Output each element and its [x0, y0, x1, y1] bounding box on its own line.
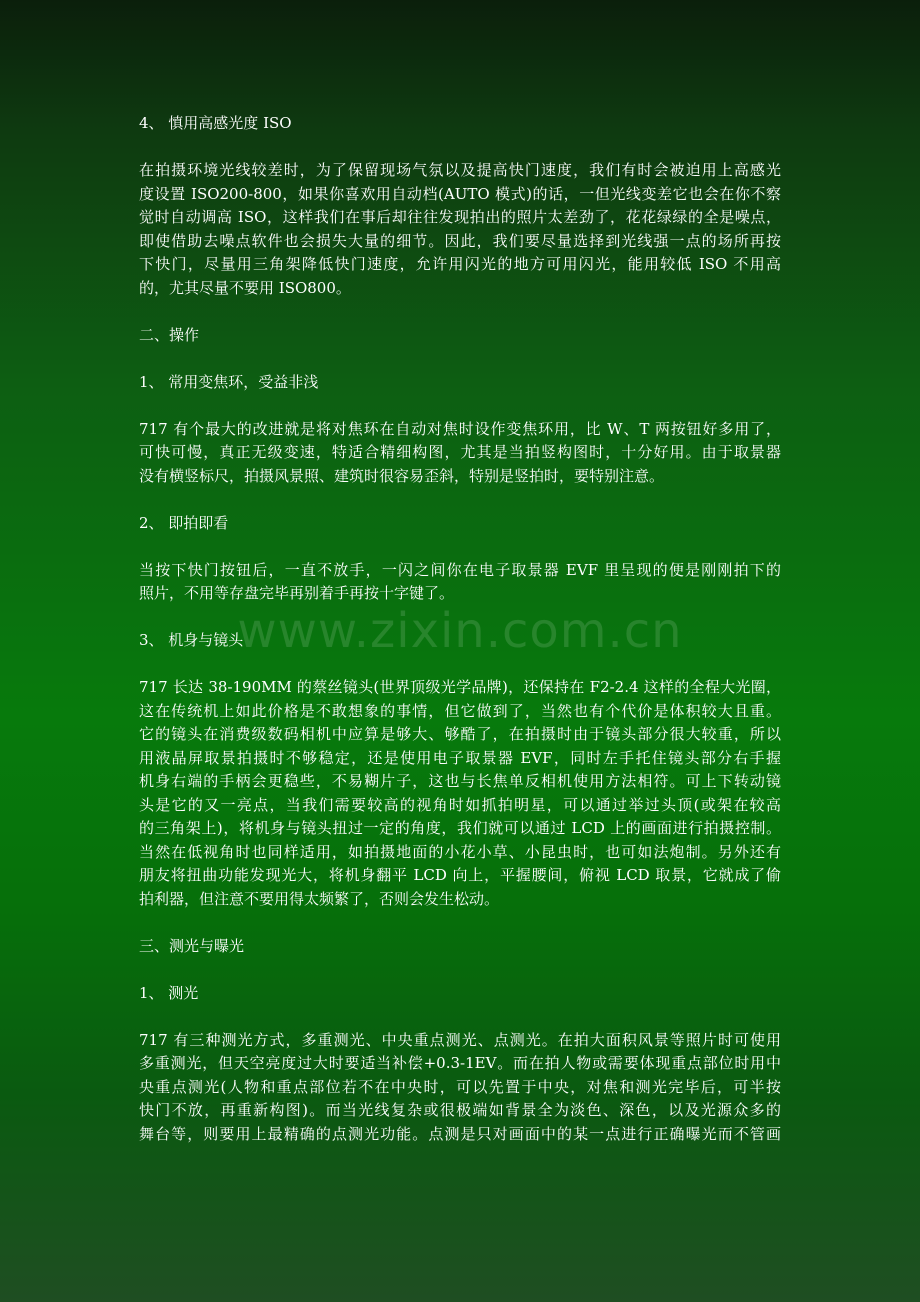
paragraph-line: 快门不放，再重新构图)。而当光线复杂或很极端如背景全为淡色、深色，以及光源众多的 [139, 1101, 781, 1119]
paragraph-line: 717 长达 38-190MM 的蔡丝镜头(世界顶级光学品牌)，还保持在 F2-2.4 这样的全程大光圈， [139, 678, 781, 696]
paragraph-line: 舞台等，则要用上最精确的点测光功能。点测是只对画面中的某一点进行正确曝光而不管画 [139, 1124, 781, 1143]
paragraph-line: 朋友将扭曲功能发现光大，将机身翻平 LCD 向上，平握腰间，俯视 LCD 取景，它就成了偷 [139, 866, 781, 884]
paragraph-zoom-ring [139, 418, 781, 489]
part-heading-metering-exposure: 三、测光与曝光 [139, 936, 245, 955]
paragraph-line: 照片，不用等存盘完毕再别着手再按十字键了。 [139, 584, 455, 602]
paragraph-line: 度设置 ISO200-800，如果你喜欢用自动档(AUTO 模式)的话，一但光线变差它也会在你不察 [139, 184, 781, 203]
paragraph-line: 拍利器，但注意不要用得太频繁了，否则会发生松动。 [139, 889, 500, 908]
section-heading-body-lens: 3、 机身与镜头 [139, 631, 244, 649]
section-heading-metering: 1、 测光 [139, 983, 199, 1002]
paragraph-metering [139, 1029, 781, 1147]
paragraph-line: 机身右端的手柄会更稳些，不易糊片子，这也与长焦单反相机使用方法相符。可上下转动镜 [139, 772, 781, 790]
paragraph-line: 下快门，尽量用三角架降低快门速度，允许用闪光的地方可用闪光，能用较低 ISO 不用高 [139, 255, 781, 273]
paragraph-line: 即使借助去噪点软件也会损失大量的细节。因此，我们要尽量选择到光线强一点的场所再按 [139, 231, 781, 250]
paragraph-line: 当然在低视角时也同样适用，如拍摄地面的小花小草、小昆虫时，也可如法炮制。另外还有 [139, 842, 781, 861]
section-heading-iso: 4、 慎用高感光度 ISO [139, 114, 292, 132]
paragraph-line: 可快可慢，真正无级变速，特适合精细构图，尤其是当拍竖构图时，十分好用。由于取景器 [139, 443, 781, 461]
paragraph-line: 这在传统机上如此价格是不敢想象的事情，但它做到了，当然也有个代价是体积较大且重。 [139, 701, 781, 720]
paragraph-line: 央重点测光(人物和重点部位若不在中央时，可以先置于中央，对焦和测光完毕后，可半按 [139, 1077, 781, 1096]
paragraph-line: 在拍摄环境光线较差时，为了保留现场气氛以及提高快门速度，我们有时会被迫用上高感光 [139, 161, 781, 179]
part-heading-operation: 二、操作 [139, 325, 200, 344]
paragraph-line: 多重测光，但天空亮度过大时要适当补偿+0.3-1EV。而在拍人物或需要体现重点部位时用中 [139, 1054, 781, 1072]
paragraph-line: 用液晶屏取景拍摄时不够稳定，还是使用电子取景器 EVF，同时左手托住镜头部分右手握 [139, 748, 781, 767]
section-heading-zoom-ring: 1、 常用变焦环，受益非浅 [139, 372, 319, 391]
paragraph-line: 717 有三种测光方式，多重测光、中央重点测光、点测光。在拍大面积风景等照片时可使用 [139, 1030, 781, 1049]
section-heading-instant-review: 2、 即拍即看 [139, 513, 229, 532]
watermark-text: www.zixin.com.cn [237, 603, 683, 659]
paragraph-line: 没有横竖标尺，拍摄风景照、建筑时很容易歪斜，特别是竖拍时，要特别注意。 [139, 466, 665, 485]
paragraph-body-lens [139, 676, 781, 911]
paragraph-line: 头是它的又一亮点，当我们需要较高的视角时如抓拍明星，可以通过举过头顶(或架在较高 [139, 795, 781, 814]
document-body [139, 112, 781, 1146]
paragraph-instant-review [139, 559, 781, 606]
paragraph-iso [139, 159, 781, 300]
paragraph-line: 觉时自动调高 ISO，这样我们在事后却往往发现拍出的照片太差劲了，花花绿绿的全是噪点， [139, 208, 781, 226]
paragraph-line: 当按下快门按钮后，一直不放手，一闪之间你在电子取景器 EVF 里呈现的便是刚刚拍下的 [139, 560, 781, 579]
paragraph-line: 它的镜头在消费级数码相机中应算是够大、够酷了，在拍摄时由于镜头部分很大较重，所以 [139, 725, 781, 743]
paragraph-line: 的，尤其尽量不要用 ISO800。 [139, 278, 351, 297]
paragraph-line: 的三角架上)，将机身与镜头扭过一定的角度，我们就可以通过 LCD 上的画面进行拍摄控制。 [139, 819, 781, 837]
paragraph-line: 717 有个最大的改进就是将对焦环在自动对焦时设作变焦环用，比 W、T 两按钮好多用了， [139, 419, 781, 438]
